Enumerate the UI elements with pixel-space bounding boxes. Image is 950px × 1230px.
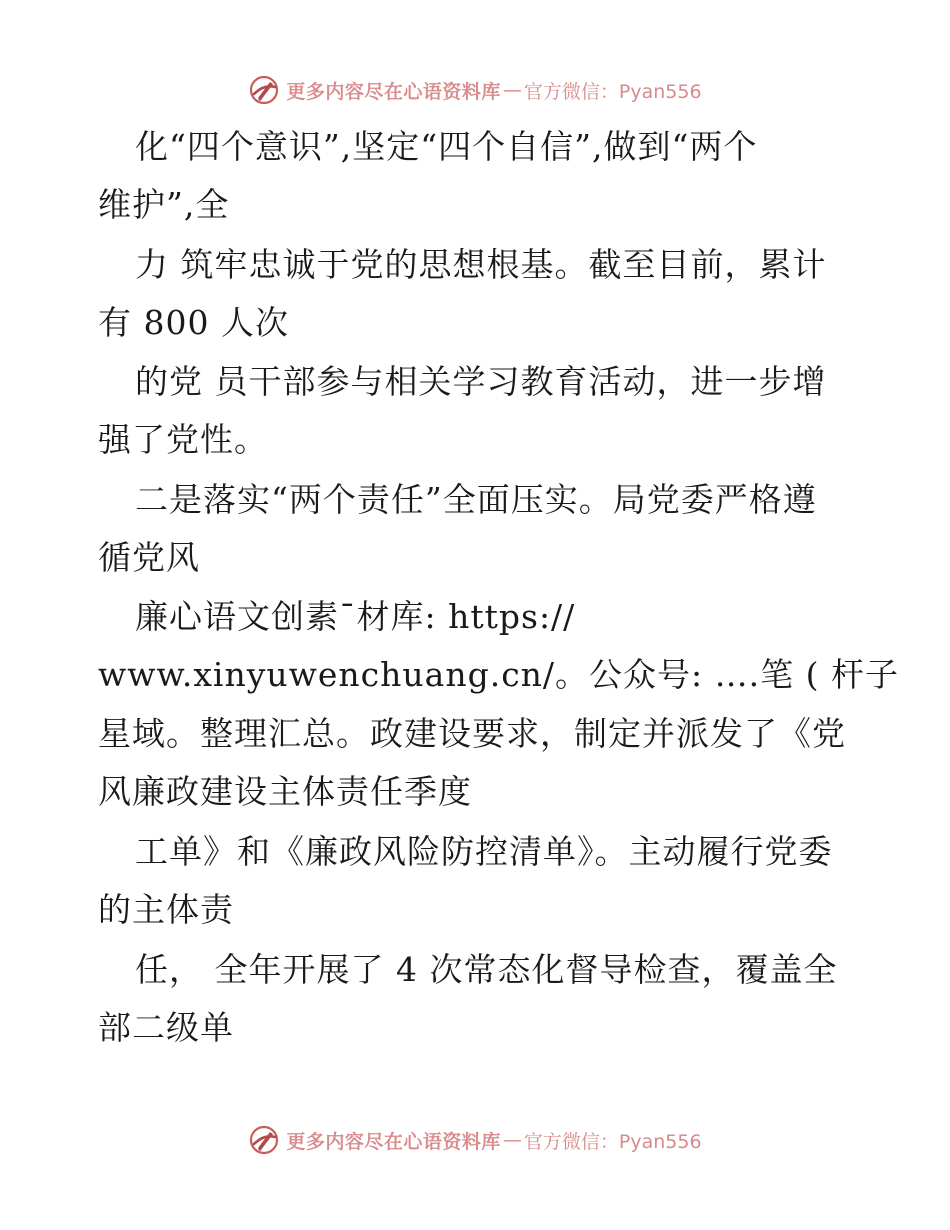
text-line: www.xinyuwenchuang.cn/。公众号: ….笔 ( 杆子: [98, 655, 899, 694]
header-wechat-text: 官方微信：Pyan556: [523, 80, 702, 103]
text-line: 的主体责: [98, 890, 234, 929]
text-line: 力 筑牢忠诚于党的思想根基。截至目前，累计: [135, 245, 827, 284]
footer-banner: [0, 1120, 950, 1160]
pen-logo-icon: [248, 74, 280, 106]
header-site-text: 更多内容尽在心语资料库: [286, 80, 501, 103]
text-line: 星域。整理汇总。政建设要求，制定并派发了《党: [98, 714, 846, 753]
text-line: 强了党性。: [98, 420, 268, 459]
header-banner: [0, 70, 950, 110]
text-line: 维护”,全: [98, 185, 230, 224]
text-line: 风廉政建设主体责任季度: [98, 772, 472, 811]
text-line: 廉心语文创素¯材库: https://: [135, 597, 576, 636]
text-line: 化“四个意识”,坚定“四个自信”,做到“两个: [135, 127, 758, 166]
header-separator: —: [502, 79, 522, 101]
footer-separator: —: [502, 1129, 522, 1151]
footer-wechat-text: 官方微信：Pyan556: [523, 1130, 702, 1153]
footer-site-text: 更多内容尽在心语资料库: [286, 1130, 501, 1153]
text-line: 部二级单: [98, 1008, 234, 1047]
text-line: 的党 员干部参与相关学习教育活动，进一步增: [135, 362, 827, 401]
text-line: 任， 全年开展了 4 次常态化督导检查，覆盖全: [135, 950, 838, 989]
text-line: 二是落实“两个责任”全面压实。局党委严格遵: [135, 480, 817, 519]
text-line: 工单》和《廉政风险防控清单》。主动履行党委: [135, 832, 833, 871]
text-line: 有 800 人次: [98, 303, 289, 342]
pen-logo-icon: [248, 1124, 280, 1156]
text-line: 循党风: [98, 538, 200, 577]
